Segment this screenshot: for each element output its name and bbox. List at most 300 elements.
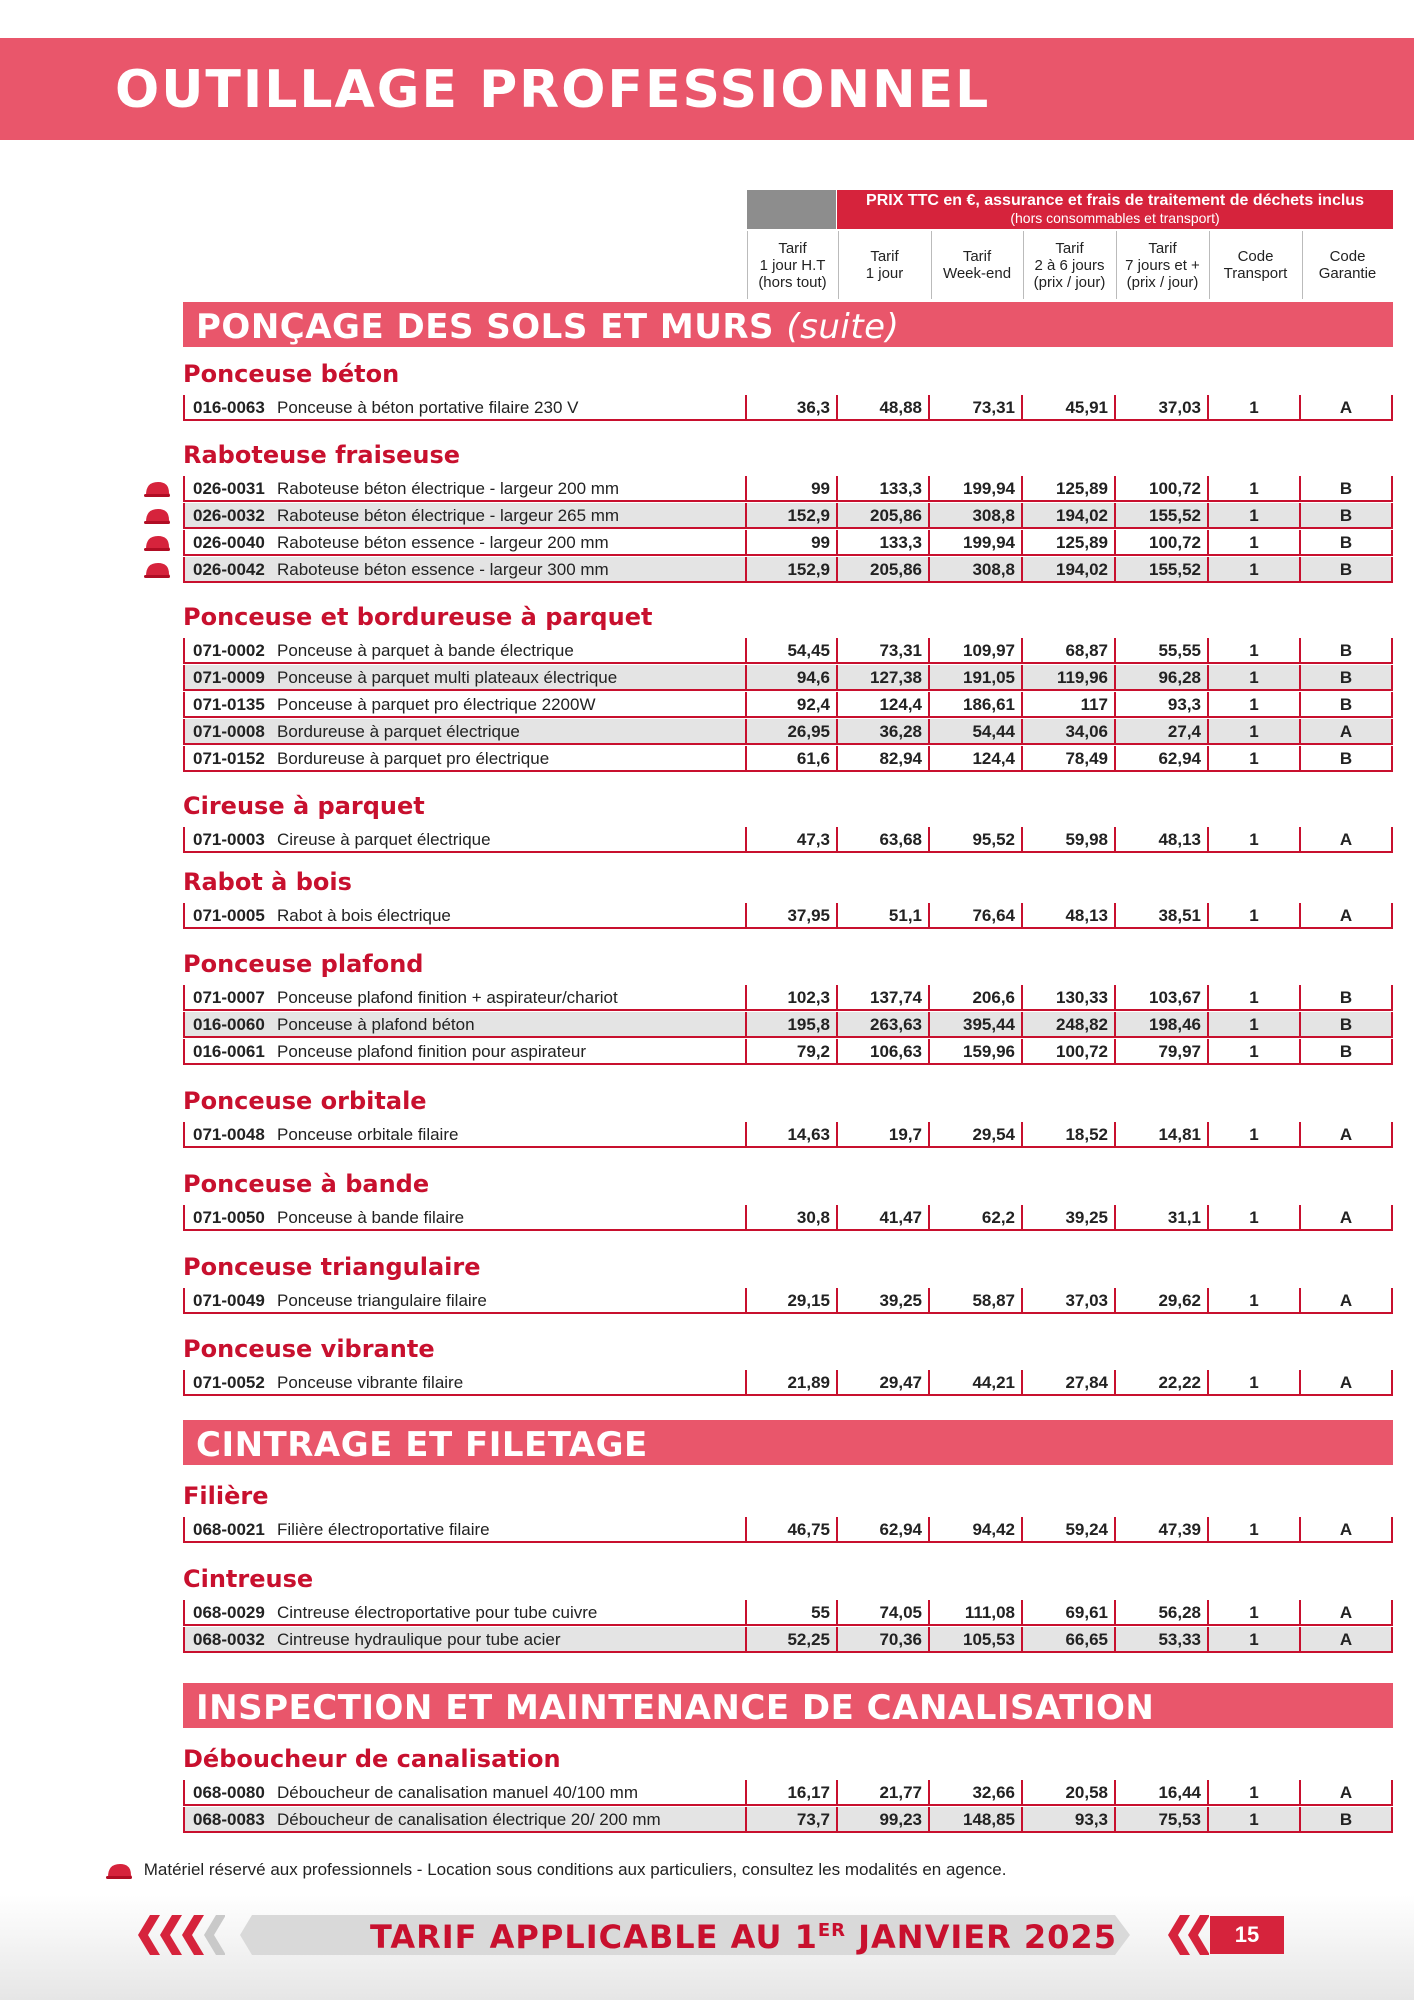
price-cell: 39,25: [838, 1288, 930, 1314]
price-cell: B: [1301, 1807, 1393, 1833]
table-row: [183, 1288, 1393, 1314]
product-label: Filière électroportative filaire: [277, 1520, 490, 1539]
product-label: Cintreuse hydraulique pour tube acier: [277, 1630, 561, 1649]
price-cell: 105,53: [930, 1627, 1023, 1653]
table-row: [183, 395, 1393, 421]
price-cell: 48,88: [838, 395, 930, 421]
price-cell: 92,4: [747, 692, 838, 718]
price-cell: 148,85: [930, 1807, 1023, 1833]
product-code: 068-0032: [193, 1630, 265, 1649]
product-label: Ponceuse à parquet pro électrique 2200W: [277, 695, 596, 714]
price-cell: A: [1301, 719, 1393, 745]
product-label: Raboteuse béton essence - largeur 200 mm: [277, 533, 609, 552]
table-row: [183, 985, 1393, 1011]
product-label: Ponceuse orbitale filaire: [277, 1125, 459, 1144]
price-cell: 93,3: [1023, 1807, 1116, 1833]
product-label: Raboteuse béton électrique - largeur 265 mm: [277, 506, 620, 525]
price-cell: 19,7: [838, 1122, 930, 1148]
product-code: 016-0061: [193, 1042, 265, 1061]
price-cell: 99,23: [838, 1807, 930, 1833]
price-cell: 1: [1209, 1205, 1301, 1231]
footnote: [105, 1860, 1006, 1880]
table-row: [183, 1122, 1393, 1148]
price-header-title: PRIX TTC en €, assurance et frais de traitement de déchets inclus: [866, 192, 1364, 209]
price-cell: 198,46: [1116, 1012, 1209, 1038]
price-cell: 1: [1209, 719, 1301, 745]
price-cell: 248,82: [1023, 1012, 1116, 1038]
price-cell: 130,33: [1023, 985, 1116, 1011]
price-cell: 191,05: [930, 665, 1023, 691]
product-label: Bordureuse à parquet pro électrique: [277, 749, 550, 768]
price-cell: 159,96: [930, 1039, 1023, 1065]
price-cell: 14,63: [747, 1122, 838, 1148]
product-code: 071-0003: [193, 830, 265, 849]
price-cell: B: [1301, 638, 1393, 664]
price-cell: 1: [1209, 1780, 1301, 1806]
helmet-icon: [143, 534, 171, 552]
price-cell: 20,58: [1023, 1780, 1116, 1806]
price-cell: 1: [1209, 530, 1301, 556]
price-cell: 263,63: [838, 1012, 930, 1038]
price-cell: 30,8: [747, 1205, 838, 1231]
column-header: Code Garantie: [1318, 248, 1377, 282]
helmet-icon: [105, 1862, 133, 1880]
price-cell: 1: [1209, 1627, 1301, 1653]
price-cell: 21,77: [838, 1780, 930, 1806]
price-cell: A: [1301, 827, 1393, 853]
product-label: Ponceuse à parquet multi plateaux électrique: [277, 668, 618, 687]
price-cell: A: [1301, 1627, 1393, 1653]
product-code: 026-0040: [193, 533, 265, 552]
helmet-icon: [143, 561, 171, 579]
price-cell: 41,47: [838, 1205, 930, 1231]
price-cell: 18,52: [1023, 1122, 1116, 1148]
price-cell: 395,44: [930, 1012, 1023, 1038]
price-cell: 99: [747, 476, 838, 502]
price-cell: 1: [1209, 827, 1301, 853]
category-title: Ponceuse orbitale: [183, 1087, 427, 1115]
price-cell: B: [1301, 530, 1393, 556]
product-cell: [183, 1807, 747, 1833]
price-cell: A: [1301, 1288, 1393, 1314]
product-code: 071-0152: [193, 749, 265, 768]
price-cell: 1: [1209, 503, 1301, 529]
product-cell: [183, 557, 747, 583]
column-header: Tarif 1 jour H.T (hors tout): [758, 239, 827, 291]
price-cell: 82,94: [838, 746, 930, 772]
price-cell: 205,86: [838, 557, 930, 583]
price-cell: 93,3: [1116, 692, 1209, 718]
table-row: [183, 1780, 1393, 1806]
product-label: Raboteuse béton électrique - largeur 200 mm: [277, 479, 620, 498]
price-cell: 133,3: [838, 476, 930, 502]
product-code: 071-0005: [193, 906, 265, 925]
product-cell: [183, 530, 747, 556]
price-cell: 127,38: [838, 665, 930, 691]
category-title: Ponceuse triangulaire: [183, 1253, 481, 1281]
price-cell: 66,65: [1023, 1627, 1116, 1653]
price-cell: A: [1301, 395, 1393, 421]
product-label: Bordureuse à parquet électrique: [277, 722, 520, 741]
section-title: CINTRAGE ET FILETAGE: [196, 1425, 648, 1465]
price-cell: 32,66: [930, 1780, 1023, 1806]
price-cell: 62,94: [838, 1517, 930, 1543]
product-label: Cireuse à parquet électrique: [277, 830, 491, 849]
price-cell: 103,67: [1116, 985, 1209, 1011]
price-cell: 36,3: [747, 395, 838, 421]
price-cell: 205,86: [838, 503, 930, 529]
column-separator: [838, 231, 839, 299]
price-cell: 125,89: [1023, 530, 1116, 556]
section-title: PONÇAGE DES SOLS ET MURS (suite): [196, 307, 900, 347]
product-cell: [183, 1122, 747, 1148]
product-label: Ponceuse à plafond béton: [277, 1015, 475, 1034]
price-cell: 74,05: [838, 1600, 930, 1626]
footnote-text: Matériel réservé aux professionnels - Location sous conditions aux particuliers, consultez les modalités en agence.: [143, 1860, 1007, 1879]
table-row: [183, 638, 1393, 664]
price-cell: 1: [1209, 638, 1301, 664]
product-cell: [183, 692, 747, 718]
price-cell: 1: [1209, 746, 1301, 772]
product-code: 071-0135: [193, 695, 265, 714]
price-cell: A: [1301, 1517, 1393, 1543]
price-cell: 21,89: [747, 1370, 838, 1396]
price-cell: 48,13: [1116, 827, 1209, 853]
price-cell: 96,28: [1116, 665, 1209, 691]
category-title: Cireuse à parquet: [183, 792, 425, 820]
column-header: Tarif 2 à 6 jours (prix / jour): [1033, 239, 1106, 291]
product-cell: [183, 476, 747, 502]
product-code: 071-0049: [193, 1291, 265, 1310]
price-cell: 61,6: [747, 746, 838, 772]
price-cell: B: [1301, 476, 1393, 502]
product-cell: [183, 1205, 747, 1231]
title-bar: [0, 38, 1414, 140]
price-cell: 186,61: [930, 692, 1023, 718]
price-cell: 194,02: [1023, 557, 1116, 583]
price-cell: 47,39: [1116, 1517, 1209, 1543]
price-cell: 133,3: [838, 530, 930, 556]
product-cell: [183, 1600, 747, 1626]
product-code: 071-0008: [193, 722, 265, 741]
price-cell: 137,74: [838, 985, 930, 1011]
product-label: Ponceuse à béton portative filaire 230 V: [277, 398, 579, 417]
price-cell: 56,28: [1116, 1600, 1209, 1626]
price-cell: 48,13: [1023, 903, 1116, 929]
product-code: 071-0007: [193, 988, 265, 1007]
column-separator: [1023, 231, 1024, 299]
product-code: 068-0029: [193, 1603, 265, 1622]
table-row: [183, 530, 1393, 556]
product-code: 071-0052: [193, 1373, 265, 1392]
product-label: Ponceuse à parquet à bande électrique: [277, 641, 574, 660]
product-cell: [183, 1517, 747, 1543]
price-cell: 111,08: [930, 1600, 1023, 1626]
price-cell: 22,22: [1116, 1370, 1209, 1396]
price-cell: 106,63: [838, 1039, 930, 1065]
product-label: Ponceuse vibrante filaire: [277, 1373, 464, 1392]
column-separator: [747, 231, 748, 299]
product-label: Déboucheur de canalisation électrique 20/ 200 mm: [277, 1810, 661, 1829]
price-cell: 53,33: [1116, 1627, 1209, 1653]
product-code: 026-0042: [193, 560, 265, 579]
table-row: [183, 1517, 1393, 1543]
price-cell: 119,96: [1023, 665, 1116, 691]
price-cell: 54,45: [747, 638, 838, 664]
price-cell: 37,03: [1116, 395, 1209, 421]
price-cell: 1: [1209, 1122, 1301, 1148]
page-title: OUTILLAGE PROFESSIONNEL: [115, 60, 991, 120]
product-code: 071-0009: [193, 668, 265, 687]
table-row: [183, 1807, 1393, 1833]
category-title: Ponceuse à bande: [183, 1170, 430, 1198]
price-cell: 1: [1209, 476, 1301, 502]
section-title: INSPECTION ET MAINTENANCE DE CANALISATION: [196, 1688, 1155, 1728]
category-title: Raboteuse fraiseuse: [183, 441, 461, 469]
price-cell: 16,17: [747, 1780, 838, 1806]
price-cell: 44,21: [930, 1370, 1023, 1396]
price-cell: A: [1301, 903, 1393, 929]
price-cell: 1: [1209, 1012, 1301, 1038]
price-cell: 308,8: [930, 557, 1023, 583]
price-cell: 39,25: [1023, 1205, 1116, 1231]
category-title: Ponceuse plafond: [183, 950, 424, 978]
price-cell: 59,98: [1023, 827, 1116, 853]
product-cell: [183, 1012, 747, 1038]
price-cell: 38,51: [1116, 903, 1209, 929]
price-cell: 75,53: [1116, 1807, 1209, 1833]
price-cell: 155,52: [1116, 503, 1209, 529]
table-row: [183, 692, 1393, 718]
price-cell: 199,94: [930, 530, 1023, 556]
chevrons-left-icon: [130, 1915, 225, 1955]
price-cell: 34,06: [1023, 719, 1116, 745]
price-cell: 62,94: [1116, 746, 1209, 772]
price-cell: 1: [1209, 1517, 1301, 1543]
column-separator: [1209, 231, 1210, 299]
product-code: 026-0032: [193, 506, 265, 525]
product-code: 071-0048: [193, 1125, 265, 1144]
price-cell: 29,15: [747, 1288, 838, 1314]
price-cell: 47,3: [747, 827, 838, 853]
price-cell: 117: [1023, 692, 1116, 718]
price-cell: A: [1301, 1122, 1393, 1148]
table-row: [183, 665, 1393, 691]
product-label: Raboteuse béton essence - largeur 300 mm: [277, 560, 609, 579]
price-cell: 194,02: [1023, 503, 1116, 529]
category-title: Ponceuse vibrante: [183, 1335, 435, 1363]
price-cell: 36,28: [838, 719, 930, 745]
product-cell: [183, 985, 747, 1011]
category-title: Rabot à bois: [183, 868, 352, 896]
price-header: [837, 190, 1393, 229]
table-row: [183, 1012, 1393, 1038]
price-cell: 94,42: [930, 1517, 1023, 1543]
price-cell: 29,47: [838, 1370, 930, 1396]
price-cell: 55,55: [1116, 638, 1209, 664]
price-cell: 1: [1209, 985, 1301, 1011]
price-cell: 1: [1209, 903, 1301, 929]
table-row: [183, 746, 1393, 772]
price-cell: 70,36: [838, 1627, 930, 1653]
price-cell: B: [1301, 1012, 1393, 1038]
table-row: [183, 476, 1393, 502]
price-cell: 37,03: [1023, 1288, 1116, 1314]
price-header-subtitle: (hors consommables et transport): [1010, 210, 1220, 226]
footer-tarif: TARIF APPLICABLE AU 1ER JANVIER 2025: [370, 1918, 1117, 1956]
helmet-icon: [143, 480, 171, 498]
category-title: Ponceuse béton: [183, 360, 400, 388]
product-cell: [183, 1370, 747, 1396]
price-cell: 55: [747, 1600, 838, 1626]
column-separator: [931, 231, 932, 299]
product-cell: [183, 1780, 747, 1806]
price-cell: 73,7: [747, 1807, 838, 1833]
price-cell: 14,81: [1116, 1122, 1209, 1148]
product-label: Ponceuse triangulaire filaire: [277, 1291, 487, 1310]
section-header: [183, 302, 1393, 347]
product-label: Ponceuse à bande filaire: [277, 1208, 465, 1227]
price-cell: B: [1301, 665, 1393, 691]
product-code: 071-0002: [193, 641, 265, 660]
price-cell: 69,61: [1023, 1600, 1116, 1626]
column-separator: [1302, 231, 1303, 299]
price-cell: 1: [1209, 665, 1301, 691]
price-cell: 76,64: [930, 903, 1023, 929]
section-suffix: (suite): [786, 307, 900, 347]
product-cell: [183, 665, 747, 691]
price-cell: 100,72: [1023, 1039, 1116, 1065]
category-title: Filière: [183, 1482, 269, 1510]
product-cell: [183, 746, 747, 772]
product-label: Déboucheur de canalisation manuel 40/100 mm: [277, 1783, 639, 1802]
column-header: Tarif 7 jours et + (prix / jour): [1125, 239, 1200, 291]
category-title: Cintreuse: [183, 1565, 314, 1593]
table-row: [183, 1627, 1393, 1653]
table-row: [183, 903, 1393, 929]
price-cell: 46,75: [747, 1517, 838, 1543]
table-row: [183, 1600, 1393, 1626]
column-header: Tarif 1 jour: [865, 248, 904, 282]
product-cell: [183, 903, 747, 929]
price-cell: 31,1: [1116, 1205, 1209, 1231]
price-cell: 51,1: [838, 903, 930, 929]
price-cell: 1: [1209, 557, 1301, 583]
price-cell: 1: [1209, 395, 1301, 421]
table-row: [183, 719, 1393, 745]
price-cell: 125,89: [1023, 476, 1116, 502]
product-code: 016-0060: [193, 1015, 265, 1034]
product-cell: [183, 719, 747, 745]
category-title: Déboucheur de canalisation: [183, 1745, 561, 1773]
price-cell: B: [1301, 985, 1393, 1011]
column-separator: [1116, 231, 1117, 299]
price-cell: 124,4: [838, 692, 930, 718]
price-cell: 26,95: [747, 719, 838, 745]
price-cell: 1: [1209, 1600, 1301, 1626]
price-cell: 27,4: [1116, 719, 1209, 745]
product-cell: [183, 638, 747, 664]
product-cell: [183, 827, 747, 853]
price-cell: 16,44: [1116, 1780, 1209, 1806]
table-row: [183, 557, 1393, 583]
price-cell: B: [1301, 503, 1393, 529]
price-cell: 29,62: [1116, 1288, 1209, 1314]
price-cell: 206,6: [930, 985, 1023, 1011]
price-cell: 152,9: [747, 557, 838, 583]
chevrons-page-icon: [1164, 1915, 1209, 1955]
price-cell: A: [1301, 1780, 1393, 1806]
product-label: Ponceuse plafond finition pour aspirateur: [277, 1042, 587, 1061]
price-cell: 45,91: [1023, 395, 1116, 421]
price-cell: 124,4: [930, 746, 1023, 772]
price-cell: 1: [1209, 1370, 1301, 1396]
product-cell: [183, 395, 747, 421]
price-cell: B: [1301, 692, 1393, 718]
table-row: [183, 827, 1393, 853]
table-row: [183, 1039, 1393, 1065]
price-cell: 79,2: [747, 1039, 838, 1065]
price-cell: 1: [1209, 1807, 1301, 1833]
product-cell: [183, 1039, 747, 1065]
price-cell: 195,8: [747, 1012, 838, 1038]
price-cell: 95,52: [930, 827, 1023, 853]
product-code: 016-0063: [193, 398, 265, 417]
price-cell: 100,72: [1116, 476, 1209, 502]
section-header: [183, 1420, 1393, 1465]
product-code: 068-0021: [193, 1520, 265, 1539]
table-row: [183, 503, 1393, 529]
product-code: 071-0050: [193, 1208, 265, 1227]
price-cell: 199,94: [930, 476, 1023, 502]
price-cell: 1: [1209, 1039, 1301, 1065]
price-cell: 94,6: [747, 665, 838, 691]
product-label: Rabot à bois électrique: [277, 906, 451, 925]
price-cell: 78,49: [1023, 746, 1116, 772]
column-header: Code Transport: [1223, 248, 1288, 282]
price-cell: A: [1301, 1600, 1393, 1626]
product-cell: [183, 1288, 747, 1314]
price-cell: 152,9: [747, 503, 838, 529]
price-cell: 308,8: [930, 503, 1023, 529]
price-cell: 52,25: [747, 1627, 838, 1653]
price-cell: 62,2: [930, 1205, 1023, 1231]
price-cell: B: [1301, 1039, 1393, 1065]
ht-header-block: [747, 190, 836, 229]
price-cell: B: [1301, 557, 1393, 583]
product-cell: [183, 503, 747, 529]
category-title: Ponceuse et bordureuse à parquet: [183, 603, 653, 631]
price-cell: 54,44: [930, 719, 1023, 745]
price-cell: 73,31: [838, 638, 930, 664]
price-cell: 100,72: [1116, 530, 1209, 556]
helmet-icon: [143, 507, 171, 525]
price-cell: 1: [1209, 1288, 1301, 1314]
product-code: 026-0031: [193, 479, 265, 498]
price-cell: 58,87: [930, 1288, 1023, 1314]
product-label: Cintreuse électroportative pour tube cuivre: [277, 1603, 598, 1622]
section-header: [183, 1683, 1393, 1728]
price-cell: 37,95: [747, 903, 838, 929]
price-cell: 102,3: [747, 985, 838, 1011]
price-cell: 155,52: [1116, 557, 1209, 583]
price-cell: 68,87: [1023, 638, 1116, 664]
price-cell: 99: [747, 530, 838, 556]
price-cell: 79,97: [1116, 1039, 1209, 1065]
table-row: [183, 1370, 1393, 1396]
price-cell: B: [1301, 746, 1393, 772]
price-cell: 109,97: [930, 638, 1023, 664]
